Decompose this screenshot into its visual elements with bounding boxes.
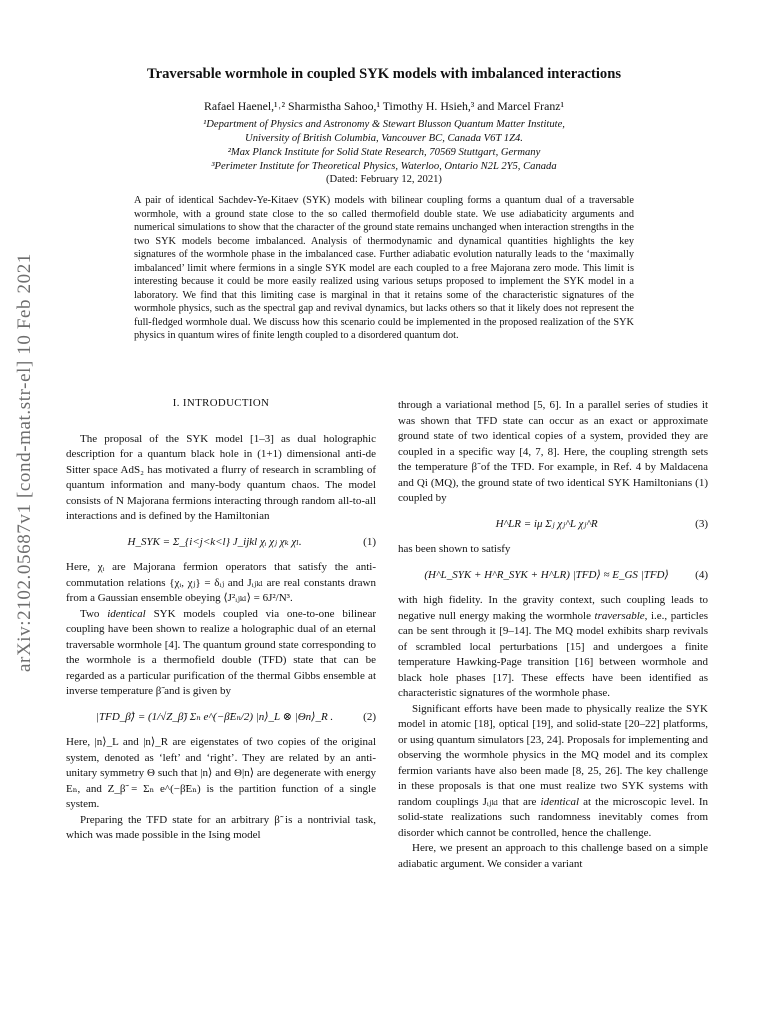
equation-number: (2) bbox=[363, 710, 376, 723]
section-heading: I. INTRODUCTION bbox=[172, 397, 270, 409]
paragraph: Preparing the TFD state for an arbitrary β̃ is a nontrivial task, which was made possible in the Ising model bbox=[66, 813, 376, 841]
paragraph bbox=[398, 593, 708, 702]
paragraph: has been shown to satisfy bbox=[398, 543, 511, 555]
affiliation-line: ³Perimeter Institute for Theoretical Physics, Waterloo, Ontario N2L 2Y5, Canada bbox=[211, 161, 557, 172]
affiliations bbox=[60, 118, 708, 174]
equation-number: (3) bbox=[695, 517, 708, 530]
date-line: (Dated: February 12, 2021) bbox=[326, 174, 442, 185]
emphasis: traversable bbox=[594, 609, 645, 622]
paragraph: The proposal of the SYK model [1–3] as dual holographic description for a quantum black hole in (1+1) dimensional anti-de Sitter space AdS₂ has motivated a flurry of research in scrambling of quantum information and many-body quantum chaos. The model consists of N Majorana fermions interacting through random all-to-all interactions and is defined by the Hamiltonian bbox=[66, 432, 376, 522]
paragraph: through a variational method [5, 6]. In a parallel series of studies it was shown that TFD state can occur as an exact or approximate ground state of two identical copies of a system, provided they are coupled in a specific way [4, 7, 8]. Here, the coupling strength sets the temperature β̃ of the TFD. For example, in Ref. 4 by Maldacena and Qi (MQ), the ground state of two identical SYK Hamiltonians (1) coupled by bbox=[398, 399, 708, 504]
author-list: Rafael Haenel,¹˒² Sharmistha Sahoo,¹ Timothy H. Hsieh,³ and Marcel Franz¹ bbox=[203, 99, 565, 113]
paragraph: Here, we present an approach to this challenge based on a simple adiabatic argument. We consider a variant bbox=[398, 842, 708, 870]
arxiv-side-stamp: arXiv:2102.05687v1 [cond-mat.str-el] 10 Feb 2021 bbox=[14, 253, 35, 672]
left-column bbox=[66, 396, 376, 844]
equation-body: |TFD_β̃⟩ = (1/√Z_β̃) Σₙ e^(−β̃Eₙ/2) |n⟩_L ⊗ |Θn⟩_R . bbox=[96, 710, 334, 723]
equation-number: (4) bbox=[695, 568, 708, 581]
equation-number: (1) bbox=[363, 535, 376, 548]
equation-3 bbox=[398, 517, 708, 533]
paragraph: Here, χᵢ are Majorana fermion operators that satisfy the anti-commutation relations {χᵢ, χⱼ} = δᵢⱼ and Jᵢⱼₖₗ are real constants drawn from a Gaussian ensemble obeying ⟨J²ᵢⱼₖₗ⟩ = 6J²/N³. bbox=[66, 561, 376, 604]
paper-title: Traversable wormhole in coupled SYK models with imbalanced interactions bbox=[146, 66, 622, 82]
text-run: SYK models coupled via one-to-one bilinear coupling have been shown to realize a holographic dual of an eternal traversable wormhole [4]. The quantum ground state corresponding to the wormhole is a thermofield double (TFD) state that can be regarded as a particular purification of the thermal Gibbs ensemble at inverse temperature β̃ and is given by bbox=[66, 607, 376, 697]
equation-2 bbox=[66, 710, 376, 726]
emphasis: identical bbox=[107, 607, 146, 620]
text-run: at the microscopic level. In solid-state realizations such randomness inevitably comes from disorder which cannot be controlled, hence the challenge. bbox=[398, 795, 708, 839]
abstract: A pair of identical Sachdev-Ye-Kitaev (SYK) models with bilinear coupling forms a quantum dual of a traversable wormhole, with a ground state close to the so called thermofield double state. We use adiabaticity arguments and numerical simulations to show that the character of the ground state remains unchanged when interaction strengths in the two SYK models become imbalanced. Analysis of thermodynamic and dynamical quantities highlights the key signatures of the wormhole phase in the imbalanced case. Further adiabatic evolution naturally leads to the ‘maximally imbalanced’ limit where fermions in a single SYK model are each coupled to a free Majorana zero mode. This limit is interesting because it could be more easily realized using various setups proposed to implement the SYK model in a laboratory. We find that this limiting case is marginal in that it retains some of the characteristic signatures of the wormhole physics, such as the spectral gap and revival dynamics, but lacks others so that it likely does not represent the full-fledged wormhole dual. We discuss how this scenario could be implemented in the proposed realization of the SYK physics in quantum wires of finite length coupled to a disordered quantum dot. bbox=[134, 195, 634, 341]
text-run: Significant efforts have been made to physically realize the SYK model in atomic [18], optical [19], and solid-state [20–22] platforms, or using quantum simulators [23, 24]. Proposals for implementing and observing the wormhole physics in the MQ model and its complex fermion variants have also been made [8, 25, 26]. The key challenge in these proposals is that one must realize two SYK systems with random couplings Jᵢⱼₖₗ that are bbox=[398, 702, 708, 808]
paragraph: Here, |n⟩_L and |n⟩_R are eigenstates of two copies of the original system, denoted as ‘left’ and ‘right’. They are related by an anti-unitary symmetry Θ such that |n⟩ and Θ|n⟩ are degenerate with energy Eₙ, and Z_β̃ = Σₙ e^(−β̃Eₙ) is the partition function of a single system. bbox=[66, 736, 376, 810]
equation-body: (H^L_SYK + H^R_SYK + H^LR) |TFD⟩ ≈ E_GS |TFD⟩ bbox=[424, 568, 669, 581]
equation-1 bbox=[66, 535, 376, 551]
right-column bbox=[398, 398, 708, 872]
equation-body: H_SYK = Σ_{i<j<k<l} J_ijkl χᵢ χⱼ χₖ χₗ. bbox=[127, 535, 302, 548]
paragraph bbox=[398, 702, 708, 842]
text-run: , i.e., particles can be sent through it [9–14]. The MQ model exhibits sharp revivals of scrambled local perturbations [15] and undergoes a finite temperature Hawking-Page transition [16] between wormhole and black hole phases [17]. These effects have been identified as characteristic signatures of the wormhole phase. bbox=[398, 609, 708, 699]
affiliation-line: University of British Columbia, Vancouver BC, Canada V6T 1Z4. bbox=[245, 133, 523, 144]
emphasis: identical bbox=[540, 795, 580, 808]
text-run: with high fidelity. In the gravity context, such coupling leads to negative null energy making the wormhole bbox=[398, 594, 708, 622]
equation-body: H^LR = iμ Σⱼ χⱼ^L χⱼ^R bbox=[495, 517, 598, 530]
equation-4 bbox=[398, 568, 708, 584]
affiliation-line: ²Max Planck Institute for Solid State Research, 70569 Stuttgart, Germany bbox=[227, 147, 541, 158]
paragraph bbox=[66, 607, 376, 700]
affiliation-line: ¹Department of Physics and Astronomy & Stewart Blusson Quantum Matter Institute, bbox=[203, 119, 565, 130]
text-run: Two bbox=[80, 607, 108, 620]
